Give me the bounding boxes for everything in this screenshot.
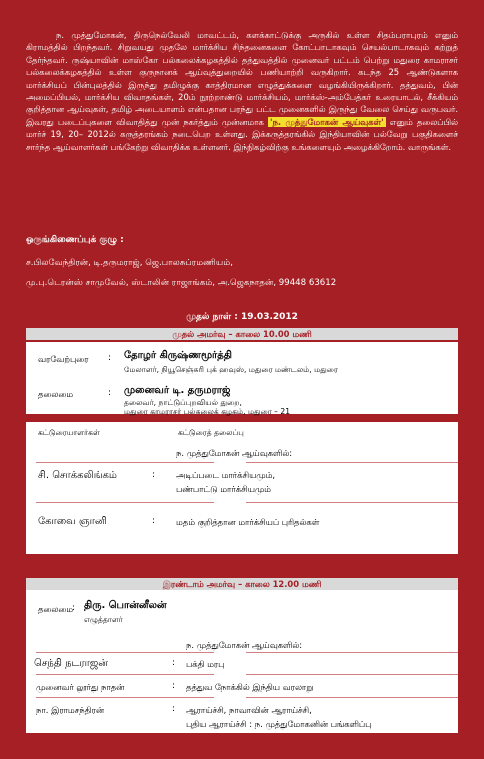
chair-desc: எழுத்தாளர் [84,615,123,624]
chair-desc2: மதுரை காமராசர் பல்கலைக் கழகம், மதுரை – 21 [124,407,291,416]
presenter-colon: : [152,516,156,526]
presenter-colon: : [152,470,156,480]
session1-papers-box [26,422,458,554]
works-heading: ந. முத்துமோகன் ஆய்வுகளில்: [176,448,293,458]
divider [246,462,458,463]
session2-box [26,590,458,733]
divider [36,502,214,503]
highlight-title: 'ந. முத்துமோகன் ஆய்வுகள்' [269,116,384,127]
presenter-topic-cont: புதிய ஆராய்ச்சி : ந. முத்துமோகனின் பங்களிப்பு [186,719,372,729]
presenter-name: சி. சொக்கலிங்கம் [38,470,117,481]
intro-text-a: ந. முத்துமோகன், திருநெல்வேலி மாவட்டம், களக்காட்டுக்கு அருகில் உள்ள சிதம்பராபுரம் எனும் கிராமத்தில் பிறந்தவர். சிறுவயது முதலே மார்க்சிய சிந்தனைகளை கோட்பாடாகவும் செயல்பாடாகவும் கற்றுத் தேர்ந்தவர். ருஷ்யாவின் மாஸ்கோ பல்கலைக்கழகத்தில் தத்துவத்தில் முனைவர் பட்டம் பெற்று மதுரை காமராசர் பல்கலைக்கழகத்தில் உள்ள குருநானக் ஆய்வுத்துறையில் பணியாற்றி வருகிறார். கடந்த 25 ஆண்டுகளாக மார்க்சியப் பின்புலத்தில் இருந்து தமிழுக்கு காத்திரமான எழுத்துக்களை வழங்கியிருக்கிறார். தத்துவம், பின் அமைப்பியல், மார்க்சிய விவாதங்கள், 20ம் நூற்றாண்டு மார்க்சியம், மார்க்ஸ்-அம்பேத்கர் உரையாடல், சீக்கியம் குறித்தான ஆய்வுகள், தமிழ் அடையாளம் என்பதான பரந்து பட்ட முனைகளில் இருந்து வேலை செய்து வருபவர். இவரது படைப்புகளை விவாதித்து முன் நகர்த்தும் முன்னமாக [26,30,458,127]
chair-label: தலைமை [38,604,73,614]
chair-name: திரு. பொன்னீலன் [84,600,167,611]
presenter-topic: ஆராய்ச்சி, நாவாவின் ஆராய்ச்சி, [186,705,312,715]
intro-paragraph [26,29,458,153]
presenter-topic: பக்தி மரபு [186,659,225,669]
session2-title: இரண்டாம் அமர்வு – காலை 12.00 மணி [162,579,322,589]
presenter-topic: தத்துவ நோக்கில் இந்திய வரலாறு [186,682,314,692]
divider [36,462,214,463]
day1-date: முதல் நாள் : 19.03.2012 [186,312,298,322]
chair-colon: : [72,603,76,613]
divider [36,674,214,675]
divider [36,652,214,653]
topic-label: கட்டுரைத் தலைப்பு [178,428,244,437]
committee-title: ஒருங்கிணைப்புக் குழு : [26,235,124,245]
presenter-name: கோவை ஞானி [38,516,107,527]
presenter-name: முனைவர் லூர்து நாதன் [36,682,125,692]
welcome-name: தோழர் கிருஷ்ணமூர்த்தி [124,350,232,361]
presenter-name: நா. இராமசந்திரன் [36,705,104,715]
welcome-desc: மேலாளர், நியூசெஞ்சுரி புக் ஹவுஸ், மதுரை மண்டலம், மதுரை [124,365,338,374]
presenter-colon: : [172,681,176,691]
committee-members-line2: மு.பு.டெரன்ஸ் சாமுவேல், ஸ்டாலின் ராஜாங்கம், அ.ஜெகநாதன், 99448 63612 [26,278,337,288]
divider [246,674,458,675]
presenter-name: செந்தி நடராஜன் [34,658,108,669]
presenter-topic: அடிப்படை மார்க்சியமும், [176,470,275,480]
works-heading: ந. முத்துமோகன் ஆய்வுகளில்: [186,640,303,650]
divider [246,652,458,653]
presenter-topic-cont: பண்பாட்டு மார்க்சியமும் [176,484,271,494]
divider [246,697,458,698]
divider [246,502,458,503]
chair-name: முனைவர் டி. தருமராஜ் [124,385,231,396]
chair-desc1: தலைவர், நாட்டுப்புறவியல் துறை, [124,398,242,407]
welcome-label: வரவேற்புரை [38,354,89,364]
chair-label: தலைமை [38,389,73,399]
chair-colon: : [108,388,112,398]
presenter-colon: : [172,658,176,668]
session1-title: முதல் அமர்வு – காலை 10.00 மணி [172,329,312,339]
presenters-label: கட்டுரையாளர்கள் [38,428,100,437]
session1-officials-box [26,342,458,414]
committee-members-line1: ச.பிலவேந்திரன், டி.தருமராஜ், ஜெ.பாலசுப்ரமணியம், [26,258,233,268]
welcome-colon: : [108,353,112,363]
presenter-topic: மதம் குறித்தான மார்க்சியப் புரிதல்கள் [176,517,320,527]
presenter-colon: : [172,704,176,714]
intro-text-b: எனும் தலைப்பில் மார்ச் 19, 20– 2012ல் கருத்தரங்கம் நடைபெற உள்ளது. இக்கருத்தரங்கில் இந்தியாவின் பல்வேறு பகுதிகளைச் சார்ந்த ஆய்வாளர்கள் பங்கேற்று விவாதிக்க உள்ளனர். இந்நிகழ்விற்கு உங்களையும் அழைக்கிறோம். வாருங்கள். [26,116,458,152]
divider [36,697,214,698]
